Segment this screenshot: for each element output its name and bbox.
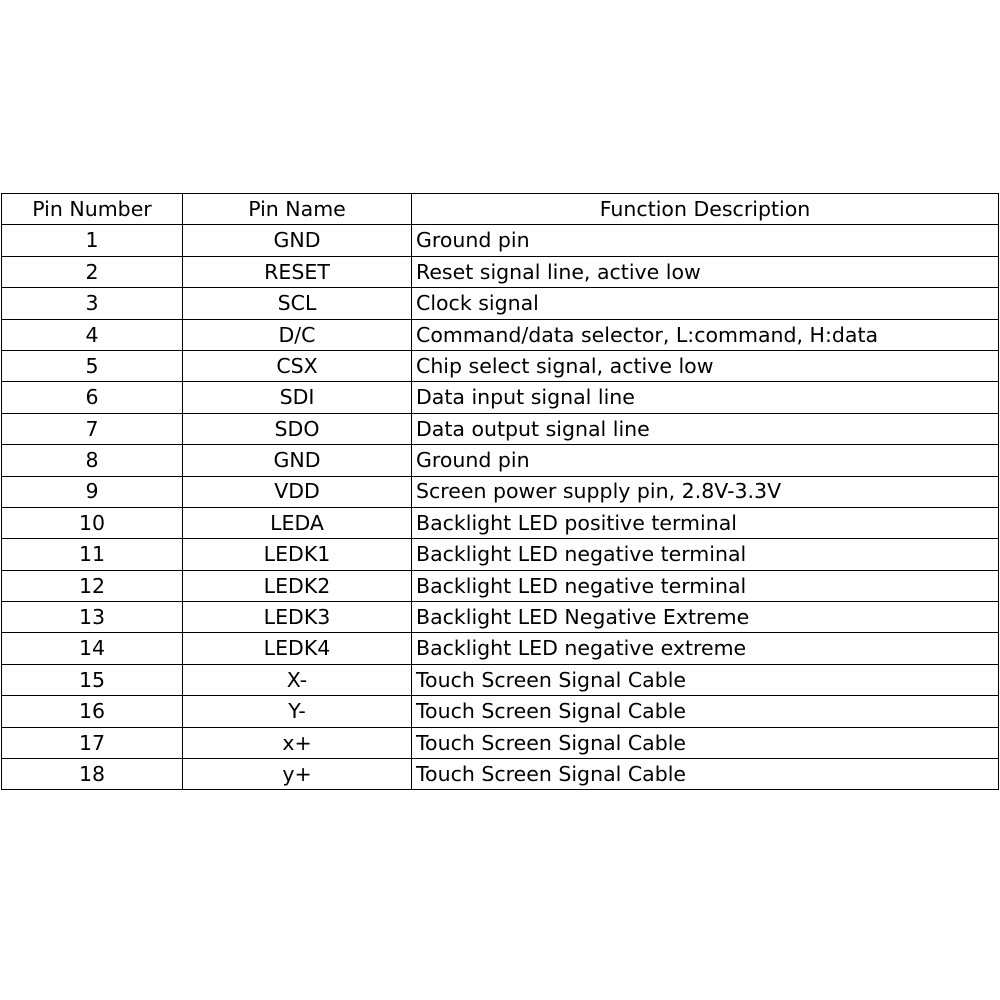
- header-pin-name: Pin Name: [183, 194, 412, 225]
- function-description-cell: Data input signal line: [412, 382, 999, 413]
- table-row: [2, 507, 999, 538]
- function-description-cell: Data output signal line: [412, 413, 999, 444]
- pin-name-cell: CSX: [183, 350, 412, 381]
- pin-name-cell: X-: [183, 664, 412, 695]
- function-description-cell: Backlight LED Negative Extreme: [412, 602, 999, 633]
- function-description-cell: Backlight LED negative terminal: [412, 570, 999, 601]
- header-pin-number: Pin Number: [2, 194, 183, 225]
- function-description-cell: Touch Screen Signal Cable: [412, 664, 999, 695]
- pin-name-cell: SDI: [183, 382, 412, 413]
- pin-name-cell: LEDK3: [183, 602, 412, 633]
- pin-name-cell: x+: [183, 727, 412, 758]
- pin-number-cell: 15: [2, 664, 183, 695]
- table-row: [2, 350, 999, 381]
- pin-name-cell: D/C: [183, 319, 412, 350]
- pin-number-cell: 14: [2, 633, 183, 664]
- function-description-cell: Ground pin: [412, 445, 999, 476]
- pin-number-cell: 17: [2, 727, 183, 758]
- pin-name-cell: GND: [183, 445, 412, 476]
- pin-name-cell: LEDK1: [183, 539, 412, 570]
- table-row: [2, 476, 999, 507]
- pin-number-cell: 13: [2, 602, 183, 633]
- pin-number-cell: 10: [2, 507, 183, 538]
- table-header-row: [2, 194, 999, 225]
- function-description-cell: Backlight LED negative terminal: [412, 539, 999, 570]
- pin-name-cell: SCL: [183, 288, 412, 319]
- table-row: [2, 602, 999, 633]
- pin-name-cell: VDD: [183, 476, 412, 507]
- pin-name-cell: Y-: [183, 696, 412, 727]
- table-row: [2, 445, 999, 476]
- pin-name-cell: LEDK4: [183, 633, 412, 664]
- table-body: [2, 225, 999, 790]
- pin-number-cell: 11: [2, 539, 183, 570]
- table-row: [2, 664, 999, 695]
- pin-number-cell: 16: [2, 696, 183, 727]
- function-description-cell: Touch Screen Signal Cable: [412, 759, 999, 790]
- pin-name-cell: GND: [183, 225, 412, 256]
- function-description-cell: Chip select signal, active low: [412, 350, 999, 381]
- table-row: [2, 319, 999, 350]
- table-row: [2, 570, 999, 601]
- table-row: [2, 382, 999, 413]
- pin-name-cell: RESET: [183, 256, 412, 287]
- function-description-cell: Backlight LED negative extreme: [412, 633, 999, 664]
- pin-function-table: [1, 193, 999, 790]
- pin-number-cell: 1: [2, 225, 183, 256]
- table-row: [2, 256, 999, 287]
- function-description-cell: Command/data selector, L:command, H:data: [412, 319, 999, 350]
- pin-number-cell: 18: [2, 759, 183, 790]
- pin-number-cell: 8: [2, 445, 183, 476]
- pin-name-cell: LEDA: [183, 507, 412, 538]
- function-description-cell: Screen power supply pin, 2.8V-3.3V: [412, 476, 999, 507]
- function-description-cell: Touch Screen Signal Cable: [412, 727, 999, 758]
- table-row: [2, 539, 999, 570]
- table-row: [2, 696, 999, 727]
- pin-name-cell: LEDK2: [183, 570, 412, 601]
- table-row: [2, 633, 999, 664]
- table-row: [2, 759, 999, 790]
- pin-number-cell: 12: [2, 570, 183, 601]
- pin-number-cell: 4: [2, 319, 183, 350]
- function-description-cell: Reset signal line, active low: [412, 256, 999, 287]
- table-row: [2, 727, 999, 758]
- pin-number-cell: 2: [2, 256, 183, 287]
- pin-number-cell: 9: [2, 476, 183, 507]
- table-row: [2, 225, 999, 256]
- function-description-cell: Clock signal: [412, 288, 999, 319]
- header-function-description: Function Description: [412, 194, 999, 225]
- function-description-cell: Backlight LED positive terminal: [412, 507, 999, 538]
- pin-name-cell: SDO: [183, 413, 412, 444]
- pin-name-cell: y+: [183, 759, 412, 790]
- pin-number-cell: 5: [2, 350, 183, 381]
- pin-number-cell: 7: [2, 413, 183, 444]
- pin-number-cell: 6: [2, 382, 183, 413]
- function-description-cell: Touch Screen Signal Cable: [412, 696, 999, 727]
- table-row: [2, 288, 999, 319]
- function-description-cell: Ground pin: [412, 225, 999, 256]
- pin-number-cell: 3: [2, 288, 183, 319]
- table-row: [2, 413, 999, 444]
